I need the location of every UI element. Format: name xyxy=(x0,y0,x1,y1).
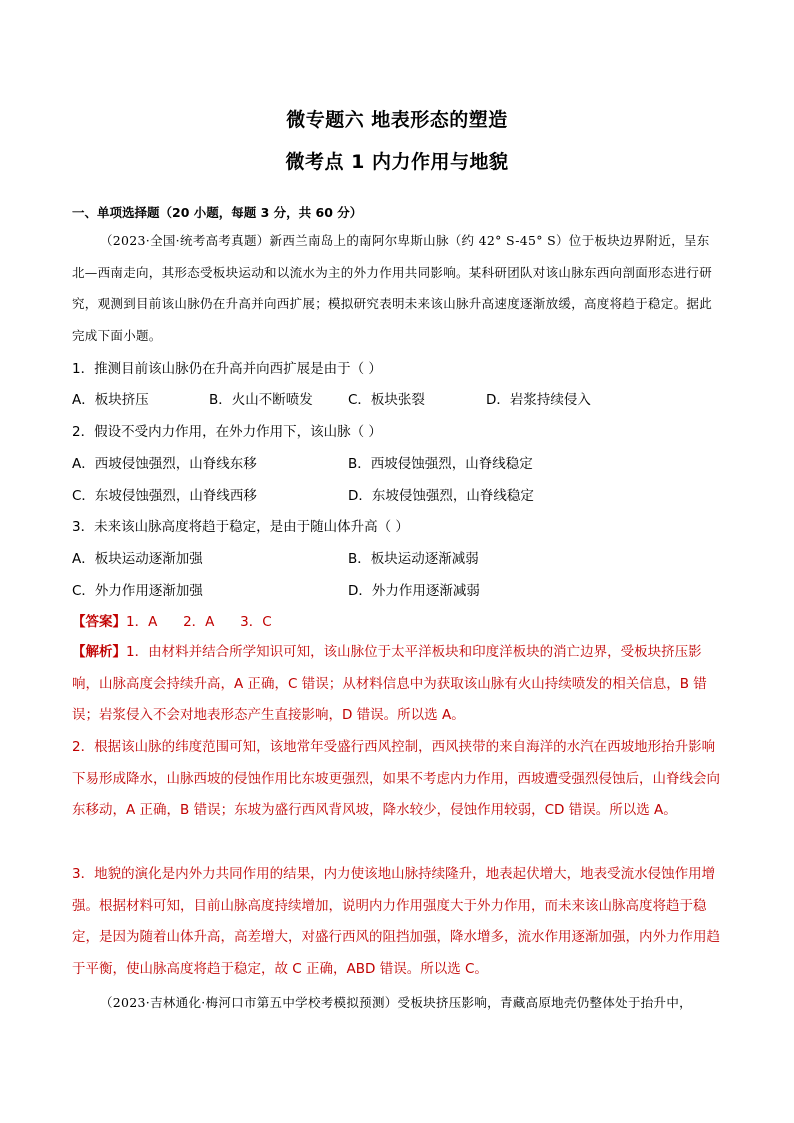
question-2-option-a: A．西坡侵蚀强烈，山脊线东移 xyxy=(72,456,257,472)
question-3-option-a: A．板块运动逐渐加强 xyxy=(72,551,203,567)
question-1-option-b: B．火山不断喷发 xyxy=(209,392,313,408)
question-1-stem: 1．推测目前该山脉仍在升高并向西扩展是由于（ ） xyxy=(72,361,382,377)
explanation-tag: 【解析】 xyxy=(72,644,126,660)
question-3-option-d: D．外力作用逐渐减弱 xyxy=(348,583,480,599)
page-title: 微专题六 地表形态的塑造 xyxy=(286,109,508,131)
question-2-stem: 2．假设不受内力作用，在外力作用下，该山脉（ ） xyxy=(72,424,382,440)
explanation-3: 3．地貌的演化是内外力共同作用的结果，内力使该地山脉持续隆升，地表起伏增大，地表受流水侵蚀作用增强。根据材料可知，目前山脉高度持续增加，说明内力作用强度大于外力作用，而未来该山脉高度将趋于稳定，是因为随着山体升高，高差增大，对盛行西风的阻挡加强，降水增多，流水作用逐渐加强，内外力作用趋于平衡，使山脉高度将趋于稳定，故 C 正确，ABD 错误。所以选 C。 xyxy=(72,866,720,977)
answer-text: 1．A 2．A 3．C xyxy=(126,614,272,630)
explanation-1-text: 1．由材料并结合所学知识可知，该山脉位于太平洋板块和印度洋板块的消亡边界，受板块挤压影响，山脉高度会持续升高，A 正确，C 错误；从材料信息中为获取该山脉有火山持续喷发的相关信息，B 错误；岩浆侵入不会对地表形态产生直接影响，D 错误。所以选 A。 xyxy=(72,644,707,723)
section-heading: 一、单项选择题（20 小题，每题 3 分，共 60 分） xyxy=(72,205,363,220)
question-2-option-d: D．东坡侵蚀强烈，山脊线稳定 xyxy=(348,488,534,504)
question-1-option-a: A．板块挤压 xyxy=(72,392,149,408)
question-3-option-b: B．板块运动逐渐减弱 xyxy=(348,551,479,567)
material-paragraph-2: （2023·吉林通化·梅河口市第五中学校考模拟预测）受板块挤压影响，青藏高原地壳仍整体处于抬升中， xyxy=(100,995,692,1010)
explanation-1 xyxy=(72,637,724,732)
answer-tag: 【答案】 xyxy=(72,614,126,630)
question-3-stem: 3．未来该山脉高度将趋于稳定，是由于随山体升高（ ） xyxy=(72,519,409,535)
material-paragraph: （2023·全国·统考高考真题）新西兰南岛上的南阿尔卑斯山脉（约 42° S-45° S）位于板块边界附近，呈东北—西南走向，其形态受板块运动和以流水为主的外力作用共同影响。某科研团队对该山脉东西向剖面形态进行研究，观测到目前该山脉仍在升高并向西扩展；模拟研究表明未来该山脉升高速度逐渐放缓，高度将趋于稳定。据此完成下面小题。 xyxy=(72,233,713,343)
question-2-option-c: C．东坡侵蚀强烈，山脊线西移 xyxy=(72,488,257,504)
page-subtitle: 微考点 1 内力作用与地貌 xyxy=(285,151,509,173)
question-1-option-c: C．板块张裂 xyxy=(348,392,425,408)
question-3-option-c: C．外力作用逐渐加强 xyxy=(72,583,203,599)
answer-line xyxy=(72,610,272,630)
question-2-option-b: B．西坡侵蚀强烈，山脊线稳定 xyxy=(348,456,533,472)
explanation-2: 2．根据该山脉的纬度范围可知，该地常年受盛行西风控制，西风挟带的来自海洋的水汽在西坡地形抬升影响下易形成降水，山脉西坡的侵蚀作用比东坡更强烈，如果不考虑内力作用，西坡遭受强烈侵蚀后，山脊线会向东移动，A 正确，B 错误；东坡为盛行西风背风坡，降水较少，侵蚀作用较弱，CD 错误。所以选 A。 xyxy=(72,739,720,818)
question-1-option-d: D．岩浆持续侵入 xyxy=(486,392,591,408)
